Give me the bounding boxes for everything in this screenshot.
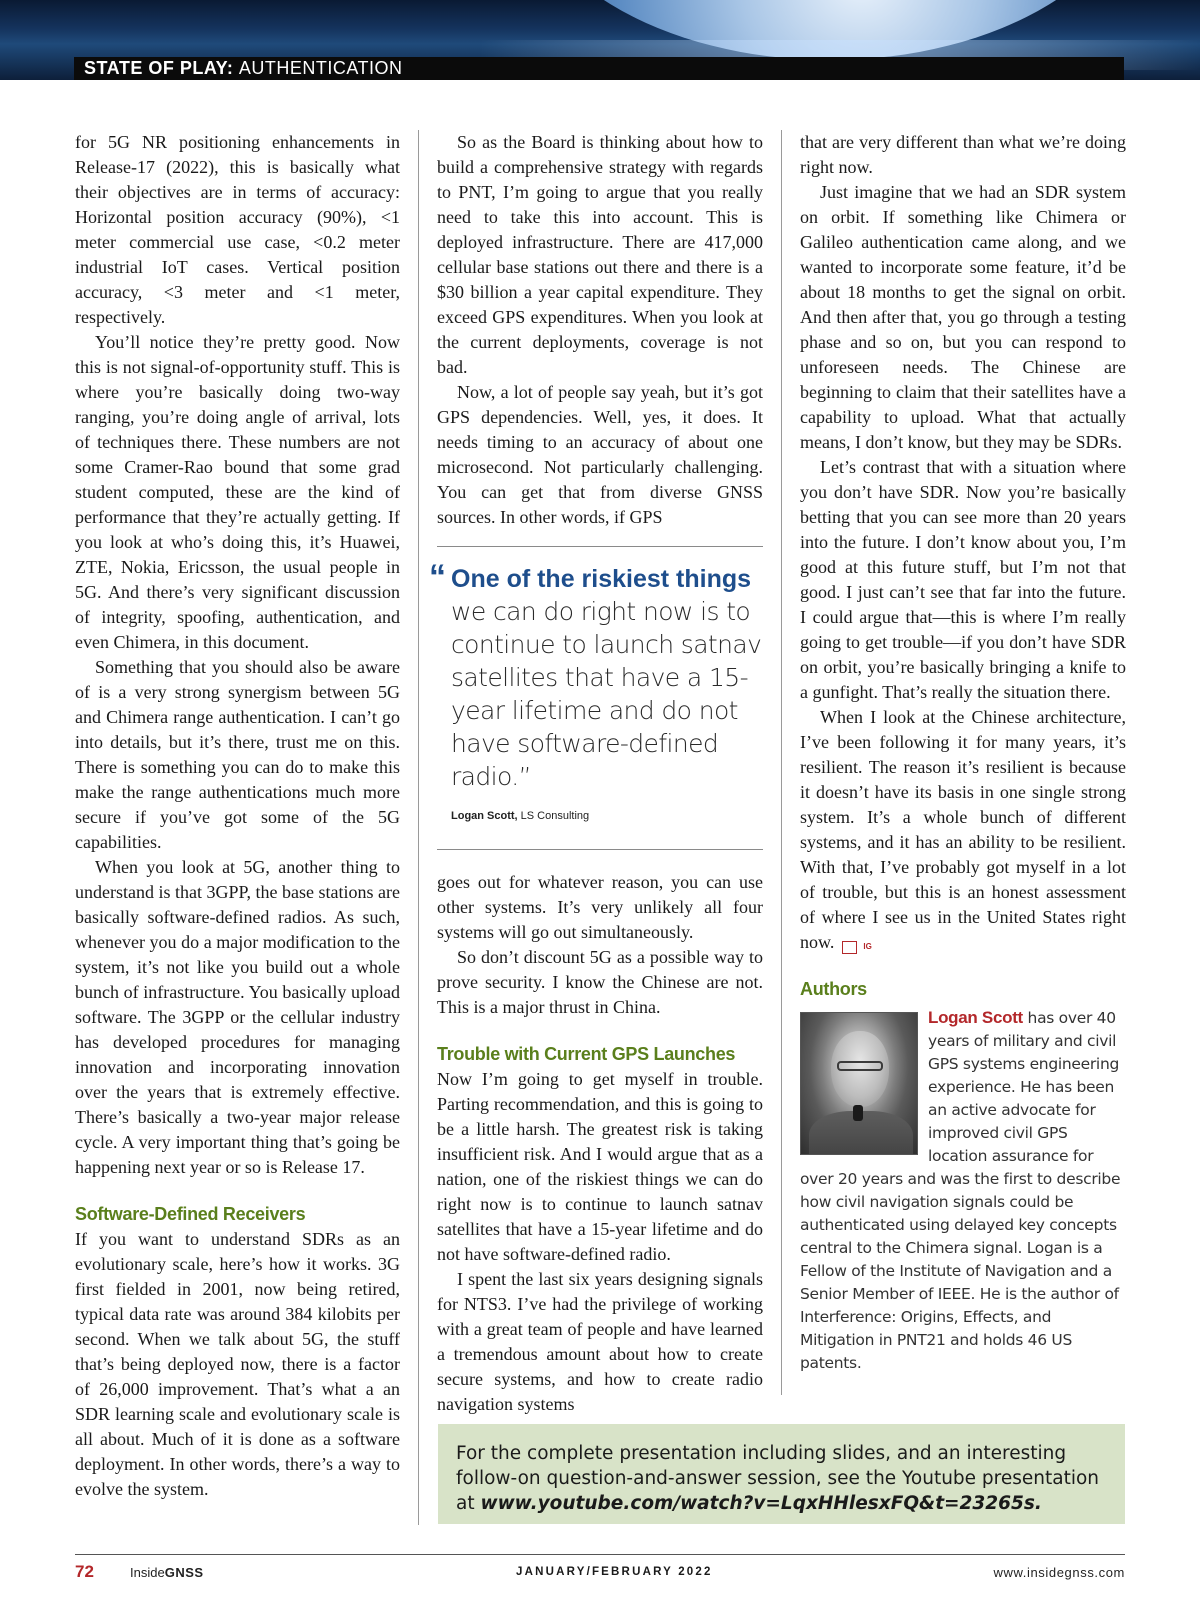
magazine-prefix: Inside bbox=[130, 1565, 165, 1580]
paragraph: If you want to understand SDRs as an evolutionary scale, here’s how it works. 3G first fielded in 2001, now being retired, typical data rate was around 384 kilobits per second. When we talk about 5G, the stuff that’s being deployed now, there is a factor of 26,000 improvement. That’s what a an SDR learning scale and evolutionary scale is all about. Much of it is done as a software deployment. In other words, there’s a way to evolve the system. bbox=[75, 1229, 400, 1499]
pull-quote-lead: One of the riskiest things bbox=[451, 565, 752, 593]
footer-rule bbox=[75, 1554, 1125, 1555]
paragraph: Something that you should also be aware of is a very strong synergism between 5G and Chimera range authentication. I can’t go into details, but it’s there, trust me on this. There is something you can do to make this make the range authentications much more secure if you’ve got some of the 5G capabilities. bbox=[75, 657, 400, 852]
author-bio-text: has over 40 years of military and civil GPS systems engineering experience. He has been an active advocate for improved civil GPS location assurance for over 20 years and was the first to describe how civil navigation signals could be authenticated using delayed key concepts central to the Chimera signal. Logan is a Fellow of the Institute of Navigation and a Senior Member of IEEE. He is the author of Interference: Origins, Effects, and Mitigation in PNT21 and holds 46 US patents. bbox=[800, 1009, 1121, 1372]
section-title-bar bbox=[74, 57, 1124, 80]
subheading-trouble-gps-launches: Trouble with Current GPS Launches bbox=[437, 1044, 736, 1064]
issue-date: JANUARY/FEBRUARY 2022 bbox=[516, 1566, 713, 1578]
pull-quote-text: we can do right now is to continue to launch satnav satellites that have a 15-year lifetime and do not have software-defined radio.” bbox=[451, 597, 762, 791]
presentation-callout bbox=[438, 1424, 1125, 1524]
pull-quote bbox=[429, 558, 763, 823]
pull-quote-attribution bbox=[451, 809, 763, 823]
paragraph: Let’s contrast that with a situation where you don’t have SDR. Now you’re basically betting that you can see more than 20 years into the future. I don’t know about you, I’m good at this future stuff, but I’m not that good. I just can’t see that far into the future. I could argue that—this is where I’m really going to get trouble—if you don’t have SDR on orbit, you’re basically bringing a knife to a gunfight. That’s really the situation there. bbox=[800, 457, 1126, 702]
paragraph: goes out for whatever reason, you can use other systems. It’s very unlikely all four systems will go out simultaneously. bbox=[437, 872, 763, 942]
subsection-label: AUTHENTICATION bbox=[238, 58, 403, 78]
paragraph-text: When I look at the Chinese architecture, I’ve been following it for many years, it’s resilient. The reason it’s resilient is because it doesn’t have its basis in one single strong system. It’s a whole bunch of different systems, and it has an ability to be resilient. With that, I’ve probably got myself in a lot of trouble, but this is an honest assessment of where I see us in the United States right now. bbox=[800, 707, 1126, 952]
article-column-2 bbox=[429, 130, 763, 1417]
column-divider-1 bbox=[418, 130, 419, 1525]
section-label: STATE OF PLAY: bbox=[84, 58, 234, 78]
quote-mark-icon: “ bbox=[429, 558, 446, 596]
paragraph: that are very different than what we’re doing right now. bbox=[800, 132, 1126, 177]
magazine-name bbox=[130, 1565, 204, 1580]
paragraph bbox=[800, 705, 1126, 955]
author-bio bbox=[800, 1006, 1126, 1375]
website-link[interactable]: www.insidegnss.com bbox=[993, 1565, 1125, 1580]
quote-organization: LS Consulting bbox=[517, 810, 590, 822]
subheading-authors: Authors bbox=[800, 979, 867, 999]
author-photo bbox=[800, 1012, 918, 1155]
paragraph: You’ll notice they’re pretty good. Now this is not signal-of-opportunity stuff. This is where you’re basically doing two-way ranging, you’re doing angle of arrival, lots of techniques there. These numbers are not some Cramer-Rao bound that some grad student computed, these are the kind of performance that they’re actually getting. If you look at who’s doing this, it’s Huawei, ZTE, Nokia, Ericsson, the usual people in 5G. And there’s very significant discussion of integrity, spoofing, authentication, and even Chimera, in this document. bbox=[75, 332, 400, 652]
paragraph: So as the Board is thinking about how to build a comprehensive strategy with regards to PNT, I’m going to argue that you really need to take this into account. This is deployed infrastructure. There are 417,000 cellular base stations out there and there is a $30 billion a year capital expenditure. They exceed GPS expenditures. When you look at the current deployments, coverage is not bad. bbox=[437, 132, 763, 377]
article-column-1 bbox=[75, 130, 400, 1502]
author-name: Logan Scott bbox=[928, 1008, 1023, 1027]
paragraph: for 5G NR positioning enhancements in Release-17 (2022), this is basically what their objectives are in terms of accuracy: Horizontal position accuracy (90%), <1 meter commercial use case, <0.2 meter industrial IoT cases. Vertical position accuracy, <3 meter and <1 meter, respectively. bbox=[75, 132, 400, 327]
youtube-link[interactable]: www.youtube.com/watch?v=LqxHHlesxFQ&t=23265s. bbox=[480, 1493, 1042, 1514]
quote-author: Logan Scott, bbox=[451, 810, 518, 822]
magazine-brand: GNSS bbox=[164, 1565, 204, 1580]
subheading-software-defined-receivers: Software-Defined Receivers bbox=[75, 1204, 306, 1224]
paragraph: Now I’m going to get myself in trouble. Parting recommendation, and this is going to be a little harsh. The greatest risk is taking insufficient risk. And I would argue that as a nation, one of the riskiest things we can do right now is to continue to launch satnav satellites that have a 15-year lifetime and do not have software-defined radio. bbox=[437, 1069, 763, 1264]
paragraph: Just imagine that we had an SDR system on orbit. If something like Chimera or Galileo authentication came along, and we wanted to incorporate some feature, it’d be about 18 months to get the signal on orbit. And then after that, you go through a testing phase and so on, but you can respond to unforeseen needs. The Chinese are beginning to claim that their satellites have a capability to upload. What that actually means, I don’t know, but they may be SDRs. bbox=[800, 182, 1126, 452]
article-column-3 bbox=[800, 130, 1126, 1375]
page-number: 72 bbox=[75, 1562, 94, 1581]
column-divider-2 bbox=[781, 130, 782, 1395]
paragraph: Now, a lot of people say yeah, but it’s got GPS dependencies. Well, yes, it does. It needs timing to an accuracy of about one microsecond. Not particularly challenging. You can get that from diverse GNSS sources. In other words, if GPS bbox=[437, 382, 763, 527]
callout-text: For the complete presentation including slides, and an interesting follow-on question-and-answer session, see the Youtube presentation at bbox=[456, 1443, 1100, 1514]
pull-quote-box bbox=[429, 546, 763, 850]
paragraph: When you look at 5G, another thing to understand is that 3GPP, the base stations are basically software-defined radios. As such, whenever you do a major modification to the system, it’s not like you build out a whole bunch of infrastructure. You basically upload software. The 3GPP or the cellular industry has developed procedures for managing innovation and incorporating innovation over the years that is extremely effective. There’s basically a two-year major release cycle. A very important thing that’s going be happening next year or so is Release 17. bbox=[75, 857, 400, 1177]
paragraph: I spent the last six years designing signals for NTS3. I’ve had the privilege of working with a great team of people and have learned a tremendous amount about how to create secure systems, and how to create radio navigation systems bbox=[437, 1269, 763, 1414]
end-of-article-icon: IG bbox=[842, 941, 857, 954]
paragraph: So don’t discount 5G as a possible way to prove security. I know the Chinese are not. This is a major thrust in China. bbox=[437, 947, 763, 1017]
